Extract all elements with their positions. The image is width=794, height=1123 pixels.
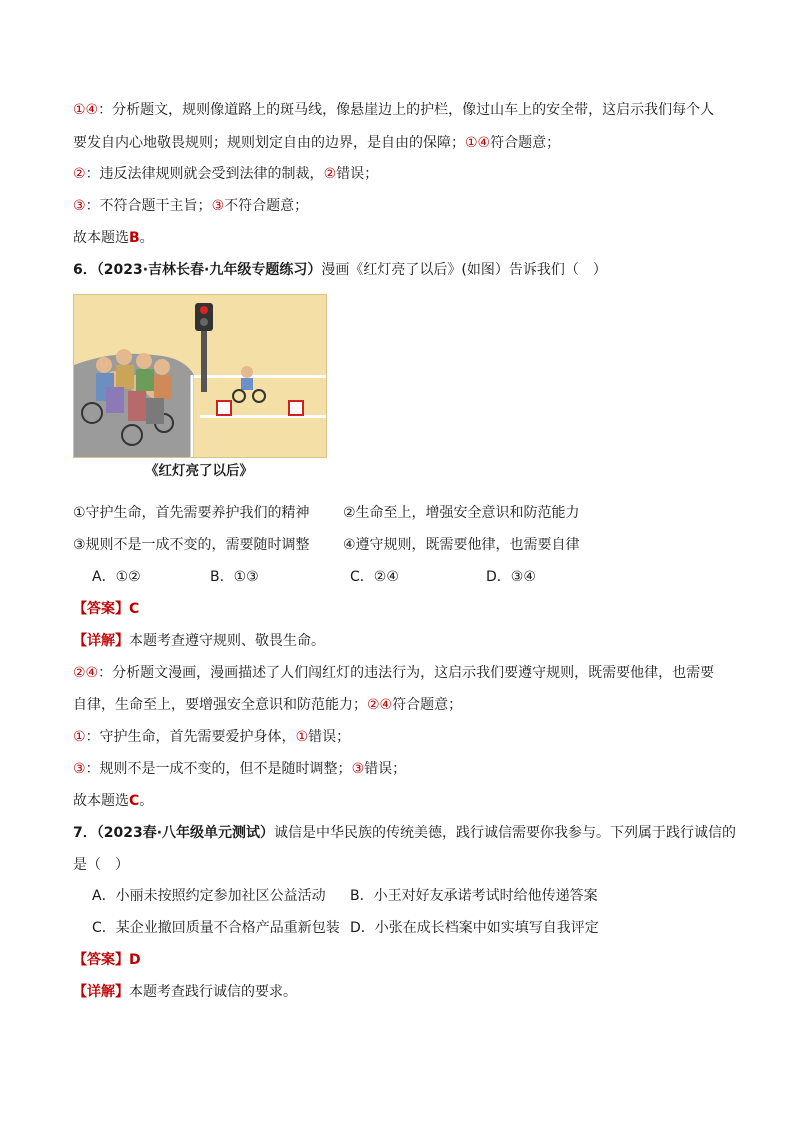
question-number: 6． bbox=[73, 262, 97, 278]
statement-2: ②生命至上，增强安全意识和防范能力 bbox=[343, 505, 580, 521]
cartoon-image bbox=[73, 294, 327, 458]
statement-1: ①守护生命，首先需要养护我们的精神 bbox=[73, 505, 310, 521]
statement-ref: ① bbox=[73, 729, 86, 745]
statement-ref: ① bbox=[295, 729, 309, 745]
statement-ref: ③ bbox=[73, 761, 86, 777]
answer-value: D bbox=[129, 952, 141, 968]
statement-ref: ② bbox=[73, 166, 86, 182]
detail-line: 【详解】本题考查践行诚信的要求。 bbox=[73, 984, 297, 1000]
explanation-line-2: 自律，生命至上，要增强安全意识和防范能力；②④符合题意； bbox=[73, 697, 463, 713]
answer-tag: 【答案】 bbox=[73, 952, 129, 968]
conclusion-answer: C bbox=[129, 793, 140, 809]
prev-conclusion: 故本题选B。 bbox=[73, 230, 154, 246]
option-c[interactable]: C．②④ bbox=[350, 569, 399, 585]
option-b[interactable]: B．①③ bbox=[210, 569, 259, 585]
detail-line: 【详解】本题考查遵守规则、敬畏生命。 bbox=[73, 633, 325, 649]
prev-explanation-line-2: 要发自内心地敬畏规则；规则划定自由的边界，是自由的保障；①④符合题意； bbox=[73, 135, 561, 151]
statement-ref: ①④ bbox=[465, 135, 491, 151]
question-6-stem: 6．（2023·吉林长春·九年级专题练习）漫画《红灯亮了以后》(如图）告诉我们（ ） bbox=[73, 262, 607, 278]
statement-ref: ② bbox=[323, 166, 337, 182]
question-7-stem: 7．（2023春·八年级单元测试）诚信是中华民族的传统美德，践行诚信需要你我参与。下列属于践行诚信的 bbox=[73, 825, 737, 841]
cartoon-illustration bbox=[74, 295, 326, 457]
statement-ref: ③ bbox=[73, 198, 86, 214]
option-b[interactable]: B．小王对好友承诺考试时给他传递答案 bbox=[350, 888, 598, 904]
statement-ref: ②④ bbox=[367, 697, 393, 713]
statement-3: ③规则不是一成不变的，需要随时调整 bbox=[73, 537, 310, 553]
option-a[interactable]: A．①② bbox=[92, 569, 141, 585]
question-source: （2023春·八年级单元测试） bbox=[96, 825, 275, 841]
conclusion-answer: B bbox=[129, 230, 140, 246]
question-number: 7． bbox=[73, 825, 97, 841]
explanation-line-4: ③：规则不是一成不变的，但不是随时调整；③错误； bbox=[73, 761, 407, 777]
conclusion-line: 故本题选C。 bbox=[73, 793, 154, 809]
detail-tag: 【详解】 bbox=[73, 984, 129, 1000]
question-source: （2023·吉林长春·九年级专题练习） bbox=[96, 262, 322, 278]
explanation-line-3: ①：守护生命，首先需要爱护身体，①错误； bbox=[73, 729, 351, 745]
prev-explanation-line-4: ③：不符合题干主旨；③不符合题意； bbox=[73, 198, 309, 214]
option-d[interactable]: D．小张在成长档案中如实填写自我评定 bbox=[350, 920, 599, 936]
detail-tag: 【详解】 bbox=[73, 633, 129, 649]
statement-ref: ①④ bbox=[73, 102, 99, 118]
option-d[interactable]: D．③④ bbox=[486, 569, 536, 585]
prev-explanation-line-1: ①④：分析题文，规则像道路上的斑马线，像悬崖边上的护栏，像过山车上的安全带，这启示我们每个人 bbox=[73, 102, 715, 118]
answer-line bbox=[73, 950, 733, 970]
statement-4: ④遵守规则，既需要他律，也需要自律 bbox=[343, 537, 580, 553]
option-c[interactable]: C．某企业撤回质量不合格产品重新包装 bbox=[92, 920, 340, 936]
answer-line bbox=[73, 599, 733, 619]
option-a[interactable]: A．小丽未按照约定参加社区公益活动 bbox=[92, 888, 326, 904]
statement-ref: ③ bbox=[211, 198, 225, 214]
statement-ref: ②④ bbox=[73, 665, 99, 681]
statement-ref: ③ bbox=[351, 761, 365, 777]
explanation-line-1: ②④：分析题文漫画，漫画描述了人们闯红灯的违法行为，这启示我们要遵守规则，既需要他律，也需要 bbox=[73, 665, 715, 681]
prev-explanation-line-3: ②：违反法律规则就会受到法律的制裁，②错误； bbox=[73, 166, 379, 182]
answer-value: C bbox=[129, 601, 140, 617]
answer-tag: 【答案】 bbox=[73, 601, 129, 617]
figure-caption: 《红灯亮了以后》 bbox=[145, 463, 253, 479]
question-7-stem-cont: 是（ ） bbox=[73, 857, 129, 873]
